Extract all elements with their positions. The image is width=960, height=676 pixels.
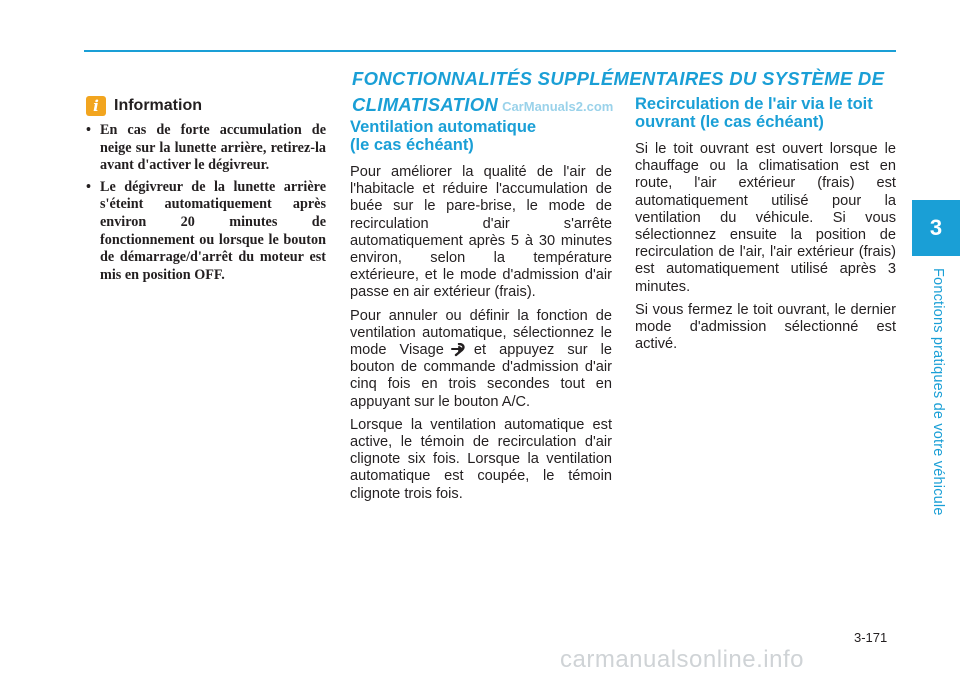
recirculation-paragraph-2: Si vous fermez le toit ouvrant, le dernier mode d'admission sélectionné est activé. <box>635 301 896 353</box>
header-rule <box>84 50 896 52</box>
ventilation-column <box>350 118 612 509</box>
info-bullet: • Le dégivreur de la lunette arrière s'éteint automatiquement après environ 20 minutes de fonctionnement ou lorsque le bouton de démarrage/d'arrêt du moteur est mis en position OFF. <box>86 179 326 285</box>
info-box-header <box>86 96 202 116</box>
info-bullet: • En cas de forte accumulation de neige sur la lunette arrière, retirez-la avant d'activer le dégivreur. <box>86 122 326 175</box>
recirculation-paragraph-1: Si le toit ouvrant est ouvert lorsque le chauffage ou la climatisation est en route, l'air extérieur (frais) est automatiquement utilisé pour la ventilation du véhicule. Si vous sélectionnez ensuite la position de recirculation de l'air, l'air extérieur (frais) est automatiquement utilisé après 3 minutes. <box>635 141 896 295</box>
ventilation-paragraph-2 <box>350 308 612 411</box>
recirculation-column <box>635 95 896 359</box>
recirculation-heading-line2: ouvrant (le cas échéant) <box>635 113 824 131</box>
ventilation-heading <box>350 118 612 154</box>
info-bullet-list <box>86 122 326 288</box>
ventilation-heading-line1: Ventilation automatique <box>350 118 537 136</box>
info-title: Information <box>114 97 202 114</box>
chapter-side-label: Fonctions pratiques de votre véhicule <box>930 268 946 516</box>
section-title-text: FONCTIONNALITÉS SUPPLÉMENTAIRES DU SYSTÈME DE CLIMATISATION <box>352 68 885 115</box>
page-number: 3-171 <box>854 630 888 645</box>
recirculation-heading-line1: Recirculation de l'air via le toit <box>635 95 873 113</box>
chapter-tab[interactable]: 3 <box>912 200 960 256</box>
ventilation-heading-line2: (le cas échéant) <box>350 136 474 154</box>
ventilation-paragraph-3: Lorsque la ventilation automatique est active, le témoin de recirculation d'air clignote six fois. Lorsque la ventilation automatique est coupée, le témoin clignote trois fois. <box>350 416 612 502</box>
ventilation-paragraph-1: Pour améliorer la qualité de l'air de l'habitacle et réduire l'accumulation de buée sur le pare-brise, le mode de recirculation d'air s'arrête automatiquement après 5 à 30 minutes environ, selon la température extérieure, et le mode d'admission d'air passe en air extérieur (frais). <box>350 164 612 301</box>
ventilation-p2-after: et appuyez sur le bouton de commande d'admission d'air cinq fois en trois secondes tout en appuyant sur le bouton A/C. <box>350 342 612 410</box>
ventilation-p2-before: Pour annuler ou définir la fonction de ventilation automatique, sélectionnez le mode Visage <box>350 307 612 359</box>
recirculation-heading <box>635 95 896 131</box>
face-mode-icon <box>450 343 468 357</box>
footer-watermark: carmanualsonline.info <box>560 646 804 673</box>
info-icon: i <box>86 96 106 116</box>
inline-watermark: CarManuals2.com <box>502 99 614 114</box>
